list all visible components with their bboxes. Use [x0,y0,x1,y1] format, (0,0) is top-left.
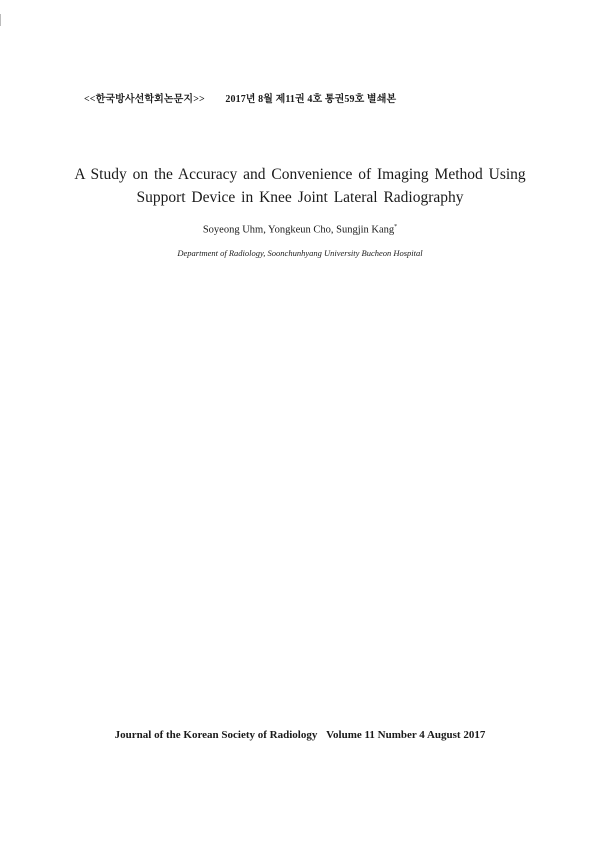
author-list [0,224,600,236]
footer-journal-name: Journal of the Korean Society of Radiology [114,729,318,741]
page-edge-mark [0,14,1,26]
title-line-2: Support Device in Knee Joint Lateral Radiography [136,189,464,206]
author-affiliation: Department of Radiology, Soonchunhyang University Bucheon Hospital [177,248,423,258]
footer-volume-info: Volume 11 Number 4 August 2017 [326,729,486,741]
author-names: Soyeong Uhm, Yongkeun Cho, Sungjin Kang [202,224,395,236]
journal-header [84,90,396,105]
corresponding-author-marker: * [394,224,398,230]
title-line-1: A Study on the Accuracy and Convenience of Imaging Method Using [74,166,526,183]
issue-info-korean: 2017년 8월 제11권 4호 통권59호 별쇄본 [225,94,397,105]
paper-title [0,163,600,209]
journal-footer [0,729,600,741]
journal-name-korean: <<한국방사선학회논문지>> [84,94,205,105]
